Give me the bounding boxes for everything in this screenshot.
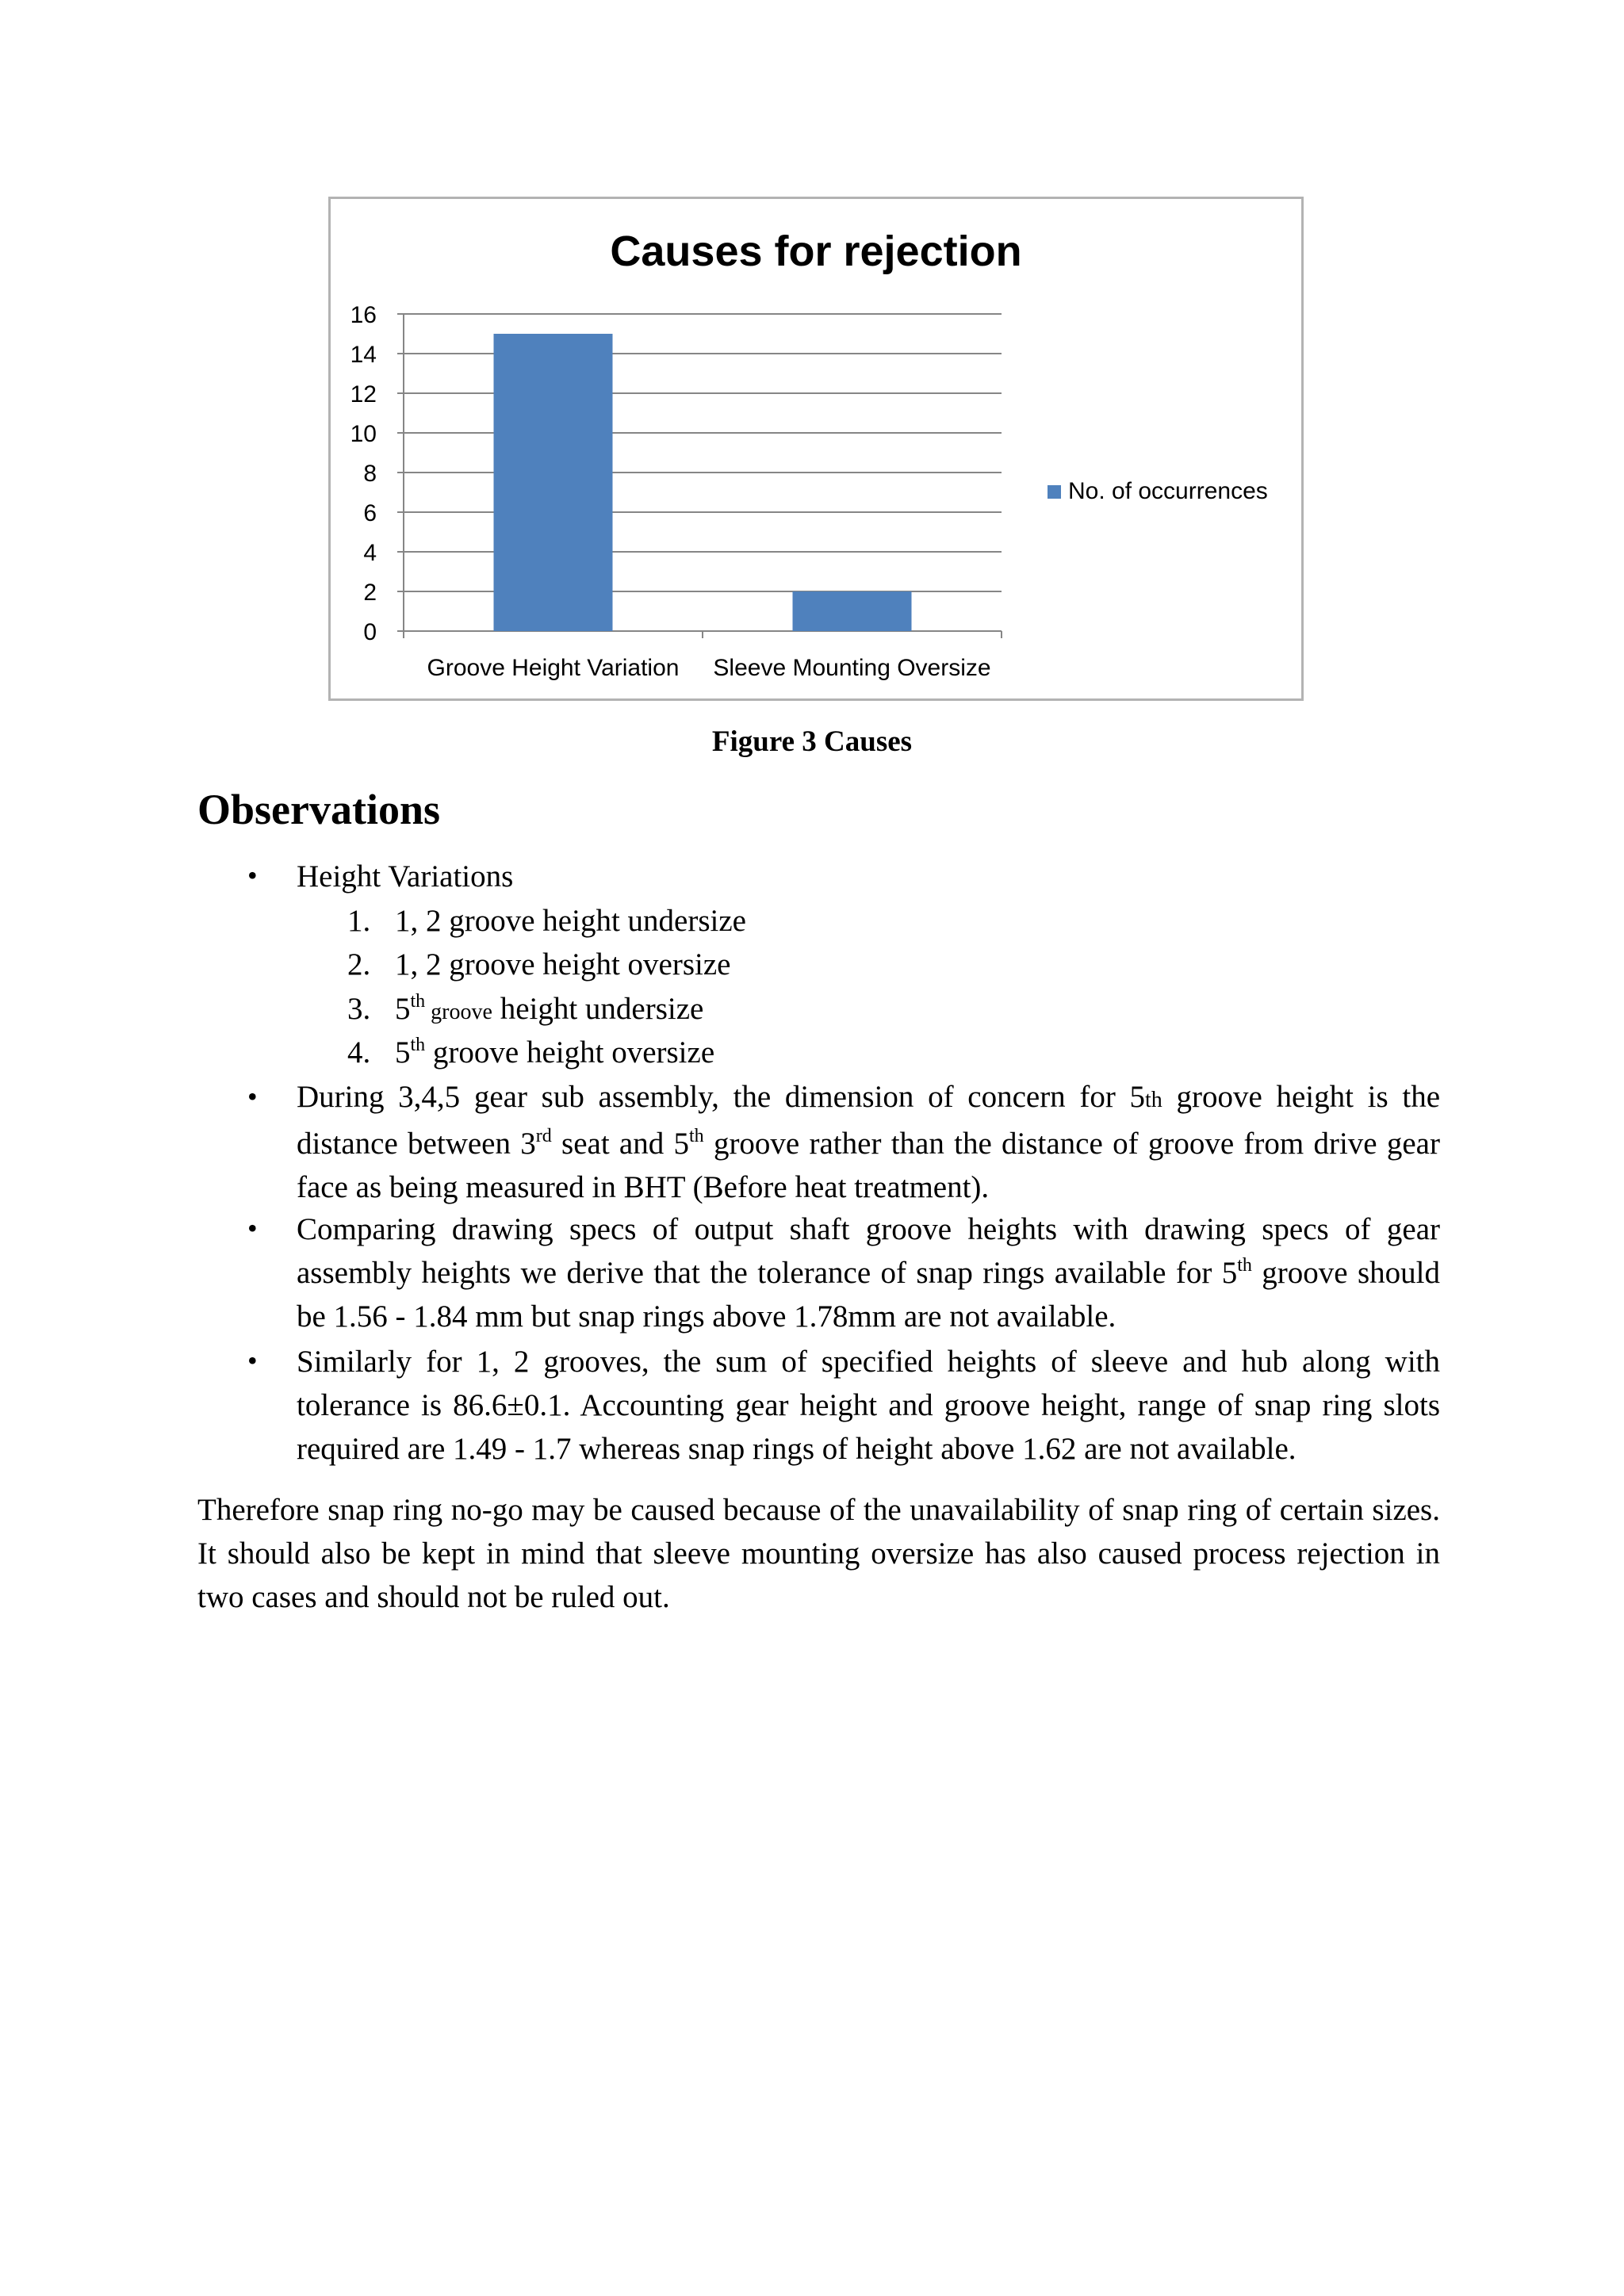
chart-canvas <box>331 199 1301 698</box>
numbered-item-4: 4. 5th groove height oversize <box>347 1035 715 1070</box>
numbered-item-3: 3. 5th groove height undersize <box>347 991 704 1026</box>
bullet-marker: • <box>247 859 258 891</box>
bullet-grooves-tolerance: Similarly for 1, 2 grooves, the sum of specified heights of sleeve and hub along with tolerance is 86.6±0.1. Accounting gear height and groove height, range of snap ring slots required are 1.49 - 1.7 whereas snap rings of height above 1.62 are not available. <box>297 1345 1440 1466</box>
bar <box>793 591 912 631</box>
y-tick-label: 14 <box>350 342 377 368</box>
y-tick-label: 12 <box>350 381 377 408</box>
bullet-marker: • <box>247 1345 258 1376</box>
conclusion-paragraph: Therefore snap ring no-go may be caused because of the unavailability of snap ring of certain sizes. It should also be kept in mind that sleeve mounting oversize has also caused process rejection in two cases and should not be ruled out. <box>197 1493 1440 1614</box>
bullet-gear-sub-assembly: During 3,4,5 gear sub assembly, the dimension of concern for 5th groove height is the distance between 3rd seat and 5th groove rather than the distance of groove from drive gear face as being measured in BHT (Before heat treatment). <box>297 1080 1440 1204</box>
numbered-item-1: 1. 1, 2 groove height undersize <box>347 904 746 938</box>
y-tick-label: 0 <box>363 619 377 645</box>
x-category-label: Groove Height Variation <box>427 655 680 681</box>
figure-caption: Figure 3 Causes <box>711 725 913 758</box>
y-tick-label: 10 <box>350 421 377 447</box>
numbered-item-2: 2. 1, 2 groove height oversize <box>347 947 731 982</box>
chart-title: Causes for rejection <box>610 228 1022 275</box>
bullet-height-variations: Height Variations <box>297 859 514 894</box>
y-tick-label: 16 <box>350 302 377 328</box>
bar-chart <box>328 197 1304 701</box>
legend-swatch <box>1048 485 1061 499</box>
bullet-marker: • <box>247 1081 258 1112</box>
bullet-marker: • <box>247 1212 258 1244</box>
y-tick-label: 8 <box>363 461 377 487</box>
y-tick-label: 6 <box>363 500 377 526</box>
y-tick-label: 4 <box>363 540 377 566</box>
bar <box>494 334 613 631</box>
legend-label: No. of occurrences <box>1068 478 1268 504</box>
bullet-drawing-specs: Comparing drawing specs of output shaft groove heights with drawing specs of gear assembly heights we derive that the tolerance of snap rings available for 5th groove should be 1.56 - 1.84 mm but snap rings above 1.78mm are not available. <box>297 1212 1440 1334</box>
section-heading: Observations <box>197 786 441 833</box>
y-tick-label: 2 <box>363 580 377 606</box>
x-category-label: Sleeve Mounting Oversize <box>713 655 991 681</box>
